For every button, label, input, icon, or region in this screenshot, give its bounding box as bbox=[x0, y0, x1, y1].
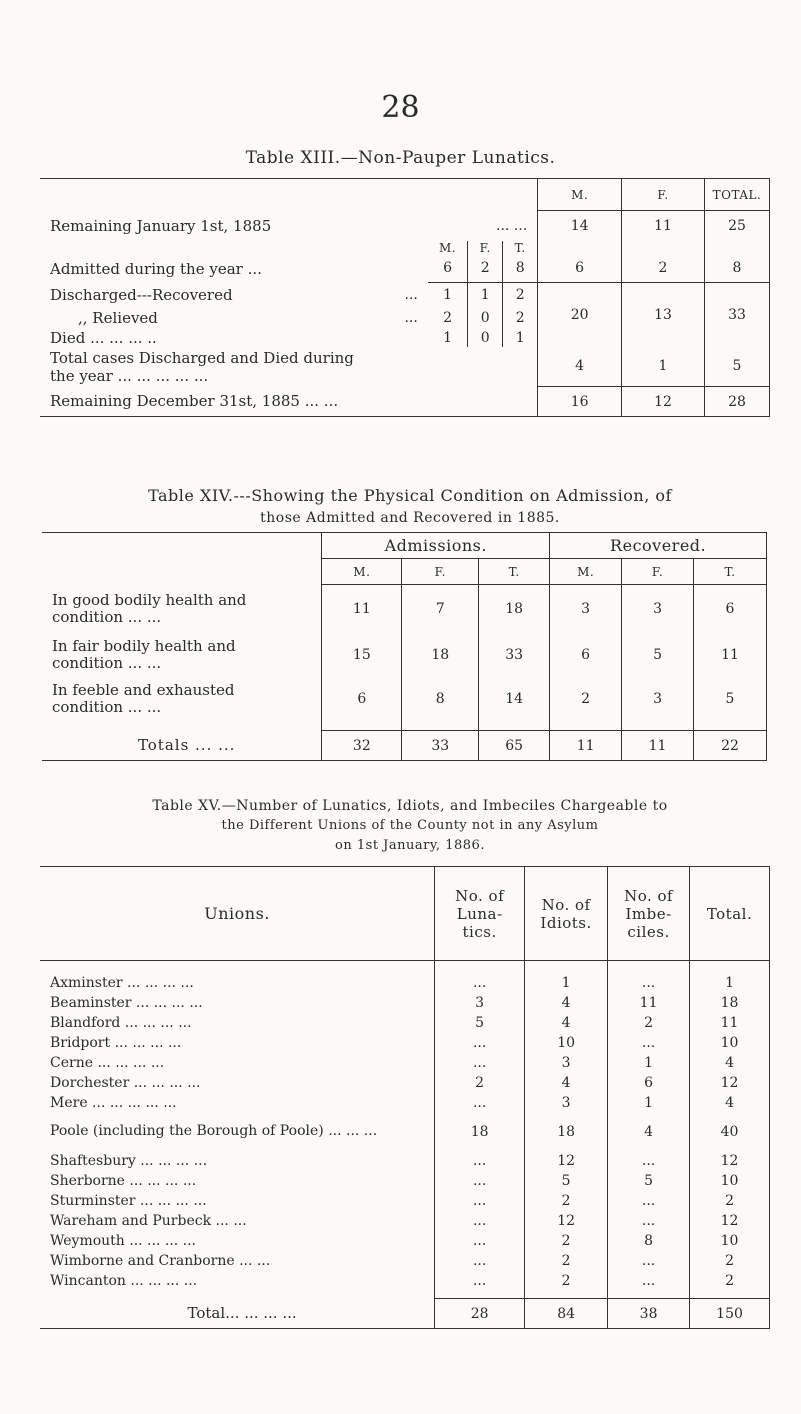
t14-total-cell: 32 bbox=[322, 731, 402, 761]
table-row bbox=[40, 1251, 770, 1271]
t14-total-cell: 11 bbox=[622, 731, 694, 761]
t15-total-cell: 12 bbox=[690, 1211, 770, 1231]
t14-row-feeble bbox=[42, 677, 767, 721]
t15-union-name: Wareham and Purbeck ... ... bbox=[50, 1212, 247, 1229]
t13-relieved-label: ,, Relieved bbox=[78, 308, 158, 327]
t13-total-cases-m: 4 bbox=[538, 347, 622, 387]
t14-row-label2: condition ... ... bbox=[52, 607, 162, 626]
table13 bbox=[40, 178, 770, 417]
t13-header-m: M. bbox=[538, 179, 622, 211]
t13-remaining-jan-f: 11 bbox=[622, 211, 705, 241]
t14-cell: 5 bbox=[694, 677, 767, 721]
t13-header-f: F. bbox=[622, 179, 705, 211]
t13-remaining-dec-f: 12 bbox=[622, 387, 705, 417]
t14-total-cell: 33 bbox=[402, 731, 479, 761]
t15-total-lunatics: 28 bbox=[435, 1299, 525, 1329]
t14-cell: 6 bbox=[694, 585, 767, 633]
t15-idiots-cell: 4 bbox=[525, 1013, 608, 1033]
t14-cell: 15 bbox=[322, 633, 402, 677]
t14-row-label1: In feeble and exhausted bbox=[52, 680, 235, 699]
t15-header-lunatics: No. of Luna- tics. bbox=[435, 867, 525, 961]
t15-total-cell: 10 bbox=[690, 1231, 770, 1251]
t15-lunatics-cell: ... bbox=[435, 1211, 525, 1231]
table-row bbox=[40, 1013, 770, 1033]
table-row bbox=[40, 993, 770, 1013]
t15-union-name: Shaftesbury ... ... ... ... bbox=[50, 1152, 208, 1169]
t13-sub-f: F. bbox=[468, 241, 503, 255]
t15-total-cell: 10 bbox=[690, 1171, 770, 1191]
t13-discharged-t: 33 bbox=[704, 283, 769, 347]
t15-total-cell: 12 bbox=[690, 1073, 770, 1093]
t13-admitted-m: 6 bbox=[538, 255, 622, 283]
t14-cell: 14 bbox=[479, 677, 550, 721]
t14-cell: 18 bbox=[402, 633, 479, 677]
t15-header-unions: Unions. bbox=[40, 867, 435, 961]
t15-header-idiots: No. of Idiots. bbox=[525, 867, 608, 961]
t13-total-cases-t: 5 bbox=[704, 347, 769, 387]
t14-cell: 18 bbox=[479, 585, 550, 633]
t15-imbeciles-cell: ... bbox=[608, 973, 690, 993]
t13-total-cases-f: 1 bbox=[622, 347, 705, 387]
t14-row-label1: In good bodily health and bbox=[52, 590, 247, 609]
t13-header-total: TOTAL. bbox=[704, 179, 769, 211]
t14-total-cell: 65 bbox=[479, 731, 550, 761]
t15-union-name: Sturminster ... ... ... ... bbox=[50, 1192, 207, 1209]
t15-idiots-cell: 3 bbox=[525, 1093, 608, 1113]
t15-total-row bbox=[40, 1299, 770, 1329]
t15-union-name: Mere ... ... ... ... ... bbox=[50, 1094, 177, 1111]
table15 bbox=[40, 866, 770, 1329]
t14-cell: 6 bbox=[322, 677, 402, 721]
t15-header-total: Total. bbox=[690, 867, 770, 961]
table-row bbox=[40, 1151, 770, 1171]
t13-remaining-jan-t: 25 bbox=[704, 211, 769, 241]
t15-lunatics-cell: ... bbox=[435, 1271, 525, 1291]
table15-title2: the Different Unions of the County not in any Asylum bbox=[221, 818, 599, 833]
t15-total-cell: 12 bbox=[690, 1151, 770, 1171]
table-row bbox=[40, 1171, 770, 1191]
table-row bbox=[40, 1033, 770, 1053]
t15-header-imbeciles: No. of Imbe- ciles. bbox=[608, 867, 690, 961]
table15-title1: Table XV.—Number of Lunatics, Idiots, and Imbeciles Chargeable to bbox=[152, 798, 668, 814]
t13-admitted-f: 2 bbox=[622, 255, 705, 283]
t15-idiots-cell: 18 bbox=[525, 1113, 608, 1151]
t15-lunatics-cell: 18 bbox=[435, 1113, 525, 1151]
t13-relieved-sm: 2 bbox=[443, 309, 452, 326]
t15-union-name: Wincanton ... ... ... ... bbox=[50, 1272, 198, 1289]
t15-imbeciles-cell: 11 bbox=[608, 993, 690, 1013]
t15-lunatics-cell: ... bbox=[435, 1191, 525, 1211]
t15-lunatics-cell: ... bbox=[435, 1151, 525, 1171]
t13-discharged-f: 13 bbox=[622, 283, 705, 347]
t14-totals-label: Totals ... ... bbox=[42, 731, 322, 761]
t15-total-label: Total... ... ... ... bbox=[40, 1299, 435, 1329]
t13-relieved-sf: 0 bbox=[468, 307, 503, 329]
t13-total-cases-label2: the year ... ... ... ... ... bbox=[50, 366, 209, 385]
t14-row-label1: In fair bodily health and bbox=[52, 636, 236, 655]
t15-imbeciles-cell: 8 bbox=[608, 1231, 690, 1251]
t15-union-name: Dorchester ... ... ... ... bbox=[50, 1074, 201, 1091]
t15-union-name: Axminster ... ... ... ... bbox=[50, 974, 194, 991]
t13-died-label: Died ... ... ... .. bbox=[50, 328, 157, 347]
t15-lunatics-cell: ... bbox=[435, 1053, 525, 1073]
t13-remaining-jan-label: Remaining January 1st, 1885 bbox=[50, 216, 272, 235]
t15-total-cell: 2 bbox=[690, 1251, 770, 1271]
t15-idiots-cell: 12 bbox=[525, 1211, 608, 1231]
t15-union-name: Bridport ... ... ... ... bbox=[50, 1034, 182, 1051]
t15-idiots-cell: 3 bbox=[525, 1053, 608, 1073]
t14-cell: 2 bbox=[550, 677, 622, 721]
t15-total-cell: 11 bbox=[690, 1013, 770, 1033]
t13-recovered-st: 2 bbox=[503, 283, 538, 307]
t15-imbeciles-cell: 2 bbox=[608, 1013, 690, 1033]
t13-sub-m: M. bbox=[438, 240, 457, 255]
t15-lunatics-cell: ... bbox=[435, 973, 525, 993]
table-row bbox=[40, 1053, 770, 1073]
t13-remaining-dec-label: Remaining December 31st, 1885 ... ... bbox=[40, 387, 538, 417]
t14-total-cell: 22 bbox=[694, 731, 767, 761]
t15-imbeciles-cell: 6 bbox=[608, 1073, 690, 1093]
t14-cell: 11 bbox=[322, 585, 402, 633]
table-row bbox=[40, 1073, 770, 1093]
t13-recovered-label: Discharged---Recovered bbox=[50, 285, 233, 304]
t14-cell: 7 bbox=[402, 585, 479, 633]
t15-total-cell: 4 bbox=[690, 1093, 770, 1113]
t14-cell: 5 bbox=[622, 633, 694, 677]
t15-union-name: Beaminster ... ... ... ... bbox=[50, 994, 203, 1011]
t13-relieved-dots: ... bbox=[404, 309, 418, 326]
t13-died-st: 1 bbox=[503, 329, 538, 347]
t15-total-idiots: 84 bbox=[525, 1299, 608, 1329]
t13-died-sf: 0 bbox=[468, 329, 503, 347]
page-number: 28 bbox=[381, 90, 420, 125]
table14 bbox=[42, 532, 767, 761]
t15-lunatics-cell: ... bbox=[435, 1033, 525, 1053]
t15-lunatics-cell: 3 bbox=[435, 993, 525, 1013]
t13-admitted-label: Admitted during the year ... bbox=[50, 259, 262, 278]
table-row bbox=[40, 1211, 770, 1231]
t13-discharged-m: 20 bbox=[538, 283, 622, 347]
t13-remaining-jan-m: 14 bbox=[538, 211, 622, 241]
t15-imbeciles-cell: 4 bbox=[608, 1113, 690, 1151]
t14-cell: 3 bbox=[622, 677, 694, 721]
t15-union-name: Blandford ... ... ... ... bbox=[50, 1014, 192, 1031]
t15-imbeciles-cell: 1 bbox=[608, 1053, 690, 1073]
t15-imbeciles-cell: 5 bbox=[608, 1171, 690, 1191]
t15-union-name: Wimborne and Cranborne ... ... bbox=[50, 1252, 271, 1269]
t14-cell: 8 bbox=[402, 677, 479, 721]
table14-title1: Table XIV.---Showing the Physical Condition on Admission, of bbox=[148, 486, 672, 505]
table15-title3: on 1st January, 1886. bbox=[335, 838, 485, 853]
table-row bbox=[40, 973, 770, 993]
t13-sub-t: T. bbox=[503, 241, 538, 255]
t13-remaining-dec-t: 28 bbox=[704, 387, 769, 417]
t15-idiots-cell: 12 bbox=[525, 1151, 608, 1171]
table-row bbox=[40, 1231, 770, 1251]
t15-imbeciles-cell: ... bbox=[608, 1151, 690, 1171]
t15-imbeciles-cell: ... bbox=[608, 1251, 690, 1271]
t15-union-name: Sherborne ... ... ... ... bbox=[50, 1172, 197, 1189]
t15-total-imbeciles: 38 bbox=[608, 1299, 690, 1329]
t15-union-name: Cerne ... ... ... ... bbox=[50, 1054, 165, 1071]
t14-sub-adm-t: T. bbox=[479, 559, 550, 585]
t15-idiots-cell: 2 bbox=[525, 1251, 608, 1271]
t13-admitted-t: 8 bbox=[704, 255, 769, 283]
t15-imbeciles-cell: ... bbox=[608, 1211, 690, 1231]
t15-total-cell: 4 bbox=[690, 1053, 770, 1073]
t15-total-cell: 2 bbox=[690, 1191, 770, 1211]
t15-union-name: Poole (including the Borough of Poole) ... ... ... bbox=[50, 1123, 378, 1139]
t15-idiots-cell: 2 bbox=[525, 1271, 608, 1291]
t13-recovered-sf: 1 bbox=[468, 283, 503, 307]
t13-admitted-sm: 6 bbox=[428, 255, 468, 283]
t15-imbeciles-cell: 1 bbox=[608, 1093, 690, 1113]
t15-total-cell: 2 bbox=[690, 1271, 770, 1291]
t14-sub-adm-m: M. bbox=[322, 559, 402, 585]
t15-idiots-cell: 4 bbox=[525, 1073, 608, 1093]
t15-total-cell: 10 bbox=[690, 1033, 770, 1053]
t14-sub-rec-f: F. bbox=[622, 559, 694, 585]
t13-remaining-dec-m: 16 bbox=[538, 387, 622, 417]
t14-cell: 33 bbox=[479, 633, 550, 677]
table-row bbox=[40, 1113, 770, 1151]
t15-idiots-cell: 1 bbox=[525, 973, 608, 993]
t15-total-cell: 18 bbox=[690, 993, 770, 1013]
t15-lunatics-cell: 2 bbox=[435, 1073, 525, 1093]
table-row bbox=[40, 1093, 770, 1113]
t15-lunatics-cell: ... bbox=[435, 1093, 525, 1113]
t15-imbeciles-cell: ... bbox=[608, 1033, 690, 1053]
t13-total-cases-label1: Total cases Discharged and Died during bbox=[50, 348, 354, 367]
t14-row-good bbox=[42, 585, 767, 633]
table-row bbox=[40, 1191, 770, 1211]
t14-row-label2: condition ... ... bbox=[52, 697, 162, 716]
t14-sub-rec-t: T. bbox=[694, 559, 767, 585]
t15-total-cell: 1 bbox=[690, 973, 770, 993]
t14-cell: 3 bbox=[622, 585, 694, 633]
t15-lunatics-cell: ... bbox=[435, 1171, 525, 1191]
t13-admitted-sf: 2 bbox=[468, 255, 503, 283]
t15-lunatics-cell: 5 bbox=[435, 1013, 525, 1033]
t15-idiots-cell: 2 bbox=[525, 1231, 608, 1251]
t14-row-totals bbox=[42, 731, 767, 761]
table13-title: Table XIII.—Non-Pauper Lunatics. bbox=[245, 148, 556, 168]
t14-recovered-header: Recovered. bbox=[550, 533, 767, 559]
table14-title2: those Admitted and Recovered in 1885. bbox=[260, 510, 560, 526]
t14-total-cell: 11 bbox=[550, 731, 622, 761]
t13-admitted-st: 8 bbox=[503, 255, 538, 283]
t13-recovered-dots: ... bbox=[404, 286, 418, 303]
t15-total-total: 150 bbox=[690, 1299, 770, 1329]
t15-union-name: Weymouth ... ... ... ... bbox=[50, 1232, 197, 1249]
t14-sub-rec-m: M. bbox=[550, 559, 622, 585]
t14-cell: 11 bbox=[694, 633, 767, 677]
t15-lunatics-cell: ... bbox=[435, 1251, 525, 1271]
t15-idiots-cell: 4 bbox=[525, 993, 608, 1013]
t14-row-fair bbox=[42, 633, 767, 677]
t15-idiots-cell: 5 bbox=[525, 1171, 608, 1191]
t14-cell: 3 bbox=[550, 585, 622, 633]
t14-row-label2: condition ... ... bbox=[52, 653, 162, 672]
t15-imbeciles-cell: ... bbox=[608, 1191, 690, 1211]
t13-died-sm: 1 bbox=[443, 329, 452, 346]
t15-imbeciles-cell: ... bbox=[608, 1271, 690, 1291]
t13-relieved-st: 2 bbox=[503, 307, 538, 329]
t15-lunatics-cell: ... bbox=[435, 1231, 525, 1251]
t15-idiots-cell: 10 bbox=[525, 1033, 608, 1053]
t15-idiots-cell: 2 bbox=[525, 1191, 608, 1211]
t14-cell: 6 bbox=[550, 633, 622, 677]
t13-recovered-sm: 1 bbox=[443, 286, 452, 303]
t13-dots: ... ... bbox=[496, 217, 528, 234]
t15-total-cell: 40 bbox=[690, 1113, 770, 1151]
t14-admissions-header: Admissions. bbox=[322, 533, 550, 559]
table-row bbox=[40, 1271, 770, 1291]
t14-sub-adm-f: F. bbox=[402, 559, 479, 585]
